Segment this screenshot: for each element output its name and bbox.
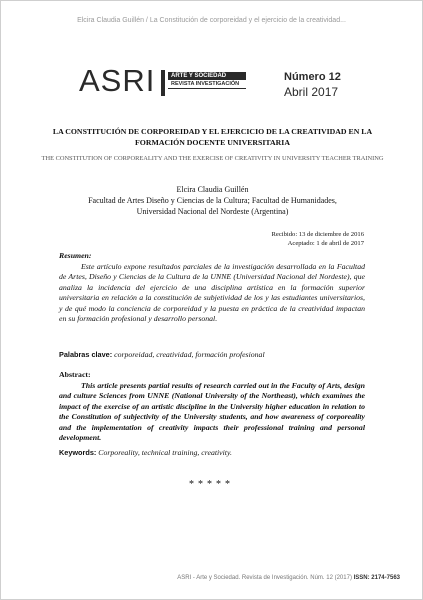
palabras-clave-section: [59, 350, 365, 361]
page-footer: [177, 575, 400, 581]
resumen-text: Este artículo expone resultados parciales de la investigación desarrollada en la Facultad de Artes, Diseño y Ciencias de la Cultura de la UNNE (Universidad Nacional del Nordeste), que analiza la incidencia del ejercicio de una disciplina artística en la formación superior universitaria en relación a la constitución de subjetividad de los y las estudiantes universitarios, y de qué modo la conciencia de corporeidad y la puesta en práctica de la creatividad impactan en su formación profesional y desarrollo personal.: [59, 261, 365, 323]
abstract-section: [59, 370, 365, 444]
issue-date: Abril 2017: [284, 85, 339, 99]
article-title-spanish: LA CONSTITUCIÓN DE CORPOREIDAD Y EL EJERCICIO DE LA CREATIVIDAD EN LA FORMACIÓN DOCENTE UNIVERSITARIA: [52, 127, 373, 147]
palabras-clave-text: corporeidad, creatividad, formación profesional: [114, 350, 265, 359]
issue-number: Número 12: [284, 71, 341, 83]
author-affiliation-1: Facultad de Artes Diseño y Ciencias de la Cultura; Facultad de Humanidades,: [88, 196, 337, 205]
resumen-body: [59, 262, 365, 325]
keywords-label: Keywords:: [59, 448, 97, 457]
running-head: Elcira Claudia Guillén / La Constitución de corporeidad y el ejercicio de la creatividad...: [77, 17, 346, 24]
keywords-text: Corporeality, technical training, creativity.: [98, 448, 232, 457]
logo-bar: [161, 70, 165, 96]
abstract-body: [59, 381, 365, 444]
footer-text: ASRI - Arte y Sociedad. Revista de Investigación. Núm. 12 (2017): [177, 575, 352, 581]
author-name: Elcira Claudia Guillén: [176, 185, 249, 194]
palabras-clave-label: Palabras clave:: [59, 350, 113, 359]
footer-issn: ISSN: 2174-7563: [353, 575, 400, 581]
logo-line-1: ARTE Y SOCIEDAD: [168, 72, 246, 80]
logo-subtitle: [168, 72, 246, 89]
abstract-heading: Abstract:: [59, 370, 91, 379]
accepted-date: Aceptado: 1 de abril de 2017: [287, 240, 364, 247]
keywords-section: [59, 448, 365, 459]
article-title-english: THE CONSTITUTION OF CORPOREALITY AND THE EXERCISE OF CREATIVITY IN UNIVERSITY TEACHER TRAINING: [41, 155, 384, 162]
logo-word: ASRI: [79, 63, 156, 98]
resumen-section: [59, 251, 365, 325]
section-separator: *****: [189, 479, 234, 490]
logo-line-2: REVISTA INVESTIGACIÓN: [168, 80, 246, 89]
abstract-text: This article presents partial results of research carried out in the Faculty of Arts, design and culture Sciences from UNNE (National University of the Northeast), which examines the impact of the exercise of an artistic discipline in the University higher education in relation to the Constitution of subjectivity of the University students, and how awareness of corporeality and the implementation of creativity impacts their professional training and personal development.: [59, 380, 365, 442]
issue-info: [284, 71, 341, 99]
article-dates: [272, 230, 364, 248]
resumen-heading: Resumen:: [59, 251, 92, 260]
author-block: [41, 184, 384, 217]
received-date: Recibido: 13 de diciembre de 2016: [271, 231, 364, 238]
author-affiliation-2: Universidad Nacional del Nordeste (Argentina): [136, 207, 289, 216]
